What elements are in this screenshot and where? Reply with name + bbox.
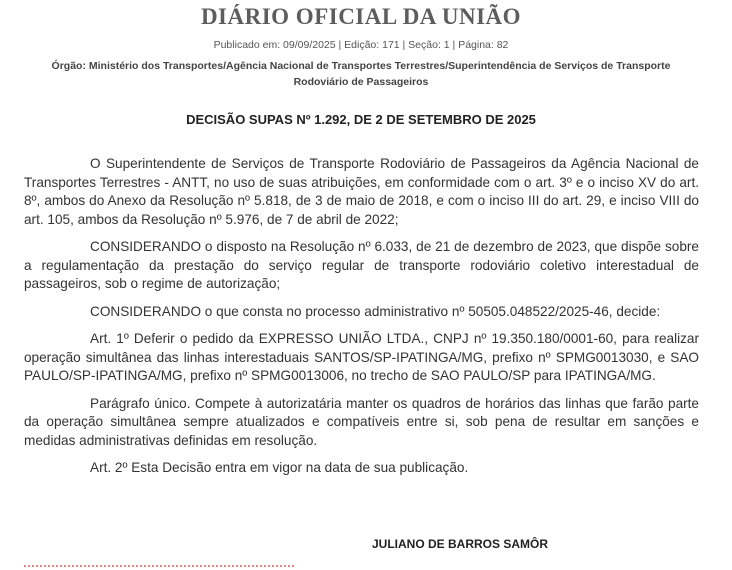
act-title: DECISÃO SUPAS Nº 1.292, DE 2 DE SETEMBRO DE 2025 <box>186 112 536 127</box>
paragraph-paragrafo-unico: Parágrafo único. Compete à autorizatária manter os quadros de horários das linhas que farão parte da operação simultânea sempre atualizados e compatíveis entre si, sob pena de resultar em sanções e medidas administrativas definidas em resolução. <box>24 395 699 448</box>
orgao-line-1: Órgão: Ministério dos Transportes/Agência Nacional de Transportes Terrestres/Superintendência de Serviços de Transporte <box>51 60 671 72</box>
paragraph-considerando-1: CONSIDERANDO o disposto na Resolução nº 6.033, de 21 de dezembro de 2023, que dispõe sobre a regulamentação da prestação do serviço regular de transporte rodoviário coletivo interestadual de passageiros, sob o regime de autorização; <box>24 239 699 292</box>
paragraph-preamble: O Superintendente de Serviços de Transporte Rodoviário de Passageiros da Agência Nacional de Transportes Terrestres - ANTT, no uso de suas atribuições, em conformidade com o art. 3º e o inciso XV do art. 8º, ambos do Anexo da Resolução nº 5.818, de 3 de maio de 2018, e com o inciso III do art. 29, e inciso VIII do art. 105, ambos da Resolução nº 5.976, de 7 de abril de 2022; <box>24 156 699 227</box>
signature: JULIANO DE BARROS SAMÔR <box>372 537 549 551</box>
publication-line: Publicado em: 09/09/2025 | Edição: 171 | Seção: 1 | Página: 82 <box>213 39 509 51</box>
act-body <box>24 155 699 487</box>
paragraph-considerando-2: CONSIDERANDO o que consta no processo administrativo nº 50505.048522/2025-46, decide: <box>90 303 661 319</box>
orgao-block <box>20 58 702 90</box>
footer-divider <box>24 565 294 570</box>
masthead-title: DIÁRIO OFICIAL DA UNIÃO <box>200 4 522 29</box>
paragraph-art-2: Art. 2º Esta Decisão entra em vigor na data de sua publicação. <box>90 460 469 476</box>
orgao-line-2: Rodoviário de Passageiros <box>293 76 429 88</box>
paragraph-art-1: Art. 1º Deferir o pedido da EXPRESSO UNIÃO LTDA., CNPJ nº 19.350.180/0001-60, para realizar operação simultânea das linhas interestaduais SANTOS/SP-IPATINGA/MG, prefixo nº SPMG0013030, e SAO PAULO/SP-IPATINGA/MG, prefixo nº SPMG0013006, no trecho de SAO PAULO/SP para IPATINGA/MG. <box>24 331 699 384</box>
